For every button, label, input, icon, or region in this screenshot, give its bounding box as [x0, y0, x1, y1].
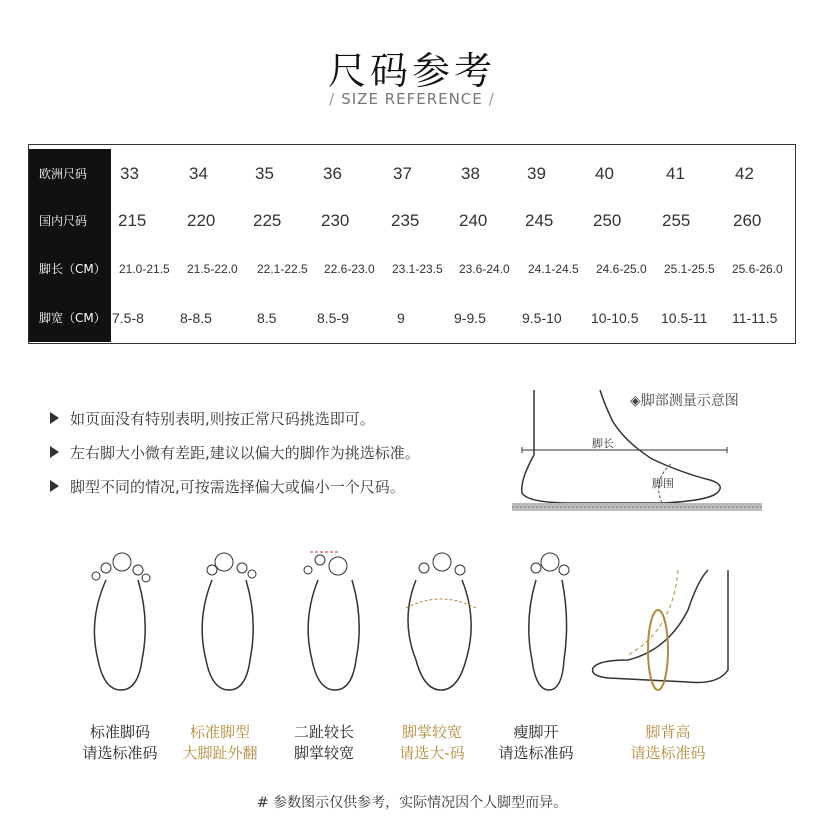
table-cell: 9-9.5 — [454, 309, 486, 326]
girth-label: 脚围 — [652, 477, 674, 490]
table-cell: 36 — [323, 163, 342, 183]
length-label: 脚长 — [592, 437, 614, 450]
table-cell: 215 — [118, 210, 147, 230]
triangle-bullet-icon — [50, 480, 59, 492]
foot-type-caption — [372, 722, 492, 764]
table-cell: 220 — [187, 210, 216, 230]
caption-line1: 脚背高 — [645, 723, 691, 741]
page-title: 尺码参考 — [327, 49, 496, 93]
table-row-cn-size — [29, 196, 795, 245]
table-cell: 10.5-11 — [661, 309, 708, 326]
note-text: 脚型不同的情况,可按需选择偏大或偏小一个尺码。 — [70, 478, 405, 496]
triangle-bullet-icon — [50, 412, 59, 424]
caption-line1: 标准脚码 — [89, 723, 150, 741]
row-header: 脚长（CM） — [29, 244, 111, 293]
long-second-toe-foot-icon — [290, 550, 380, 700]
table-cell: 225 — [253, 210, 282, 230]
foot-type-caption — [264, 722, 384, 764]
table-cell: 21.5-22.0 — [187, 261, 238, 276]
row-header: 脚宽（CM） — [29, 293, 111, 342]
notes-list — [50, 408, 510, 510]
table-cell: 7.5-8 — [112, 309, 144, 326]
table-cell: 35 — [255, 163, 274, 183]
note-item — [50, 408, 510, 442]
table-cell: 37 — [393, 163, 412, 183]
standard-foot-icon — [76, 550, 166, 700]
side-foot-illustration — [512, 385, 772, 525]
table-cell: 33 — [120, 163, 139, 183]
caption-line2: 请选标准码 — [630, 744, 706, 762]
table-cell: 250 — [593, 210, 622, 230]
page-subtitle — [0, 90, 824, 108]
table-cell: 240 — [459, 210, 488, 230]
table-cell: 260 — [733, 210, 762, 230]
high-instep-foot-icon — [588, 550, 738, 700]
table-cell: 8.5-9 — [317, 309, 349, 326]
row-header: 国内尺码 — [29, 196, 111, 245]
caption-line2: 请选大-码 — [399, 744, 465, 762]
bunion-foot-icon — [184, 550, 274, 700]
caption-line1: 脚掌较宽 — [401, 723, 462, 741]
table-cell: 41 — [666, 163, 685, 183]
caption-line2: 大脚趾外翻 — [182, 744, 258, 762]
table-cell: 255 — [662, 210, 691, 230]
table-cell: 42 — [735, 163, 754, 183]
table-cell: 39 — [527, 163, 546, 183]
table-cell: 24.1-24.5 — [528, 261, 579, 276]
note-text: 左右脚大小微有差距,建议以偏大的脚作为挑选标准。 — [70, 444, 420, 462]
table-cell: 25.6-26.0 — [732, 261, 783, 276]
table-cell: 25.1-25.5 — [664, 261, 715, 276]
table-cell: 22.1-22.5 — [257, 261, 308, 276]
triangle-bullet-icon — [50, 446, 59, 458]
subtitle-slash-right: / — [488, 90, 495, 108]
wide-foot-icon — [396, 550, 486, 700]
size-table — [28, 144, 796, 344]
caption-line2: 脚掌较宽 — [293, 744, 354, 762]
caption-line1: 标准脚型 — [189, 723, 250, 741]
subtitle-text: SIZE REFERENCE — [341, 90, 483, 108]
table-cell: 8-8.5 — [180, 309, 212, 326]
caption-line1: 瘦脚开 — [513, 723, 559, 741]
table-cell: 24.6-25.0 — [596, 261, 647, 276]
table-row-foot-width — [29, 293, 795, 342]
foot-type-caption — [608, 722, 728, 764]
slim-foot-icon — [504, 550, 594, 700]
row-header: 欧洲尺码 — [29, 149, 111, 198]
footer-note: # 参数图示仅供参考，实际情况因个人脚型而异。 — [256, 795, 568, 811]
note-item — [50, 442, 510, 476]
table-cell: 10-10.5 — [591, 309, 639, 326]
subtitle-slash-left: / — [329, 90, 336, 108]
foot-type-caption — [160, 722, 280, 764]
table-cell: 235 — [391, 210, 420, 230]
table-cell: 8.5 — [257, 309, 277, 326]
note-text: 如页面没有特别表明,则按正常尺码挑选即可。 — [70, 410, 375, 428]
caption-line2: 请选标准码 — [82, 744, 158, 762]
table-cell: 11-11.5 — [732, 309, 778, 326]
table-cell: 38 — [461, 163, 480, 183]
table-cell: 9 — [397, 309, 405, 326]
table-row-eu-size — [29, 149, 795, 198]
foot-measure-diagram — [512, 385, 772, 525]
table-cell: 23.6-24.0 — [459, 261, 510, 276]
table-cell: 40 — [595, 163, 614, 183]
note-item — [50, 476, 510, 510]
table-row-foot-length — [29, 244, 795, 293]
table-cell: 34 — [189, 163, 208, 183]
caption-line1: 二趾较长 — [293, 723, 354, 741]
table-cell: 22.6-23.0 — [324, 261, 375, 276]
diagram-label: ◈脚部测量示意图 — [630, 393, 739, 409]
caption-line2: 请选标准码 — [498, 744, 574, 762]
table-cell: 21.0-21.5 — [119, 261, 170, 276]
table-cell: 230 — [321, 210, 350, 230]
table-cell: 9.5-10 — [522, 309, 562, 326]
table-cell: 23.1-23.5 — [392, 261, 443, 276]
table-cell: 245 — [525, 210, 554, 230]
foot-type-caption — [476, 722, 596, 764]
